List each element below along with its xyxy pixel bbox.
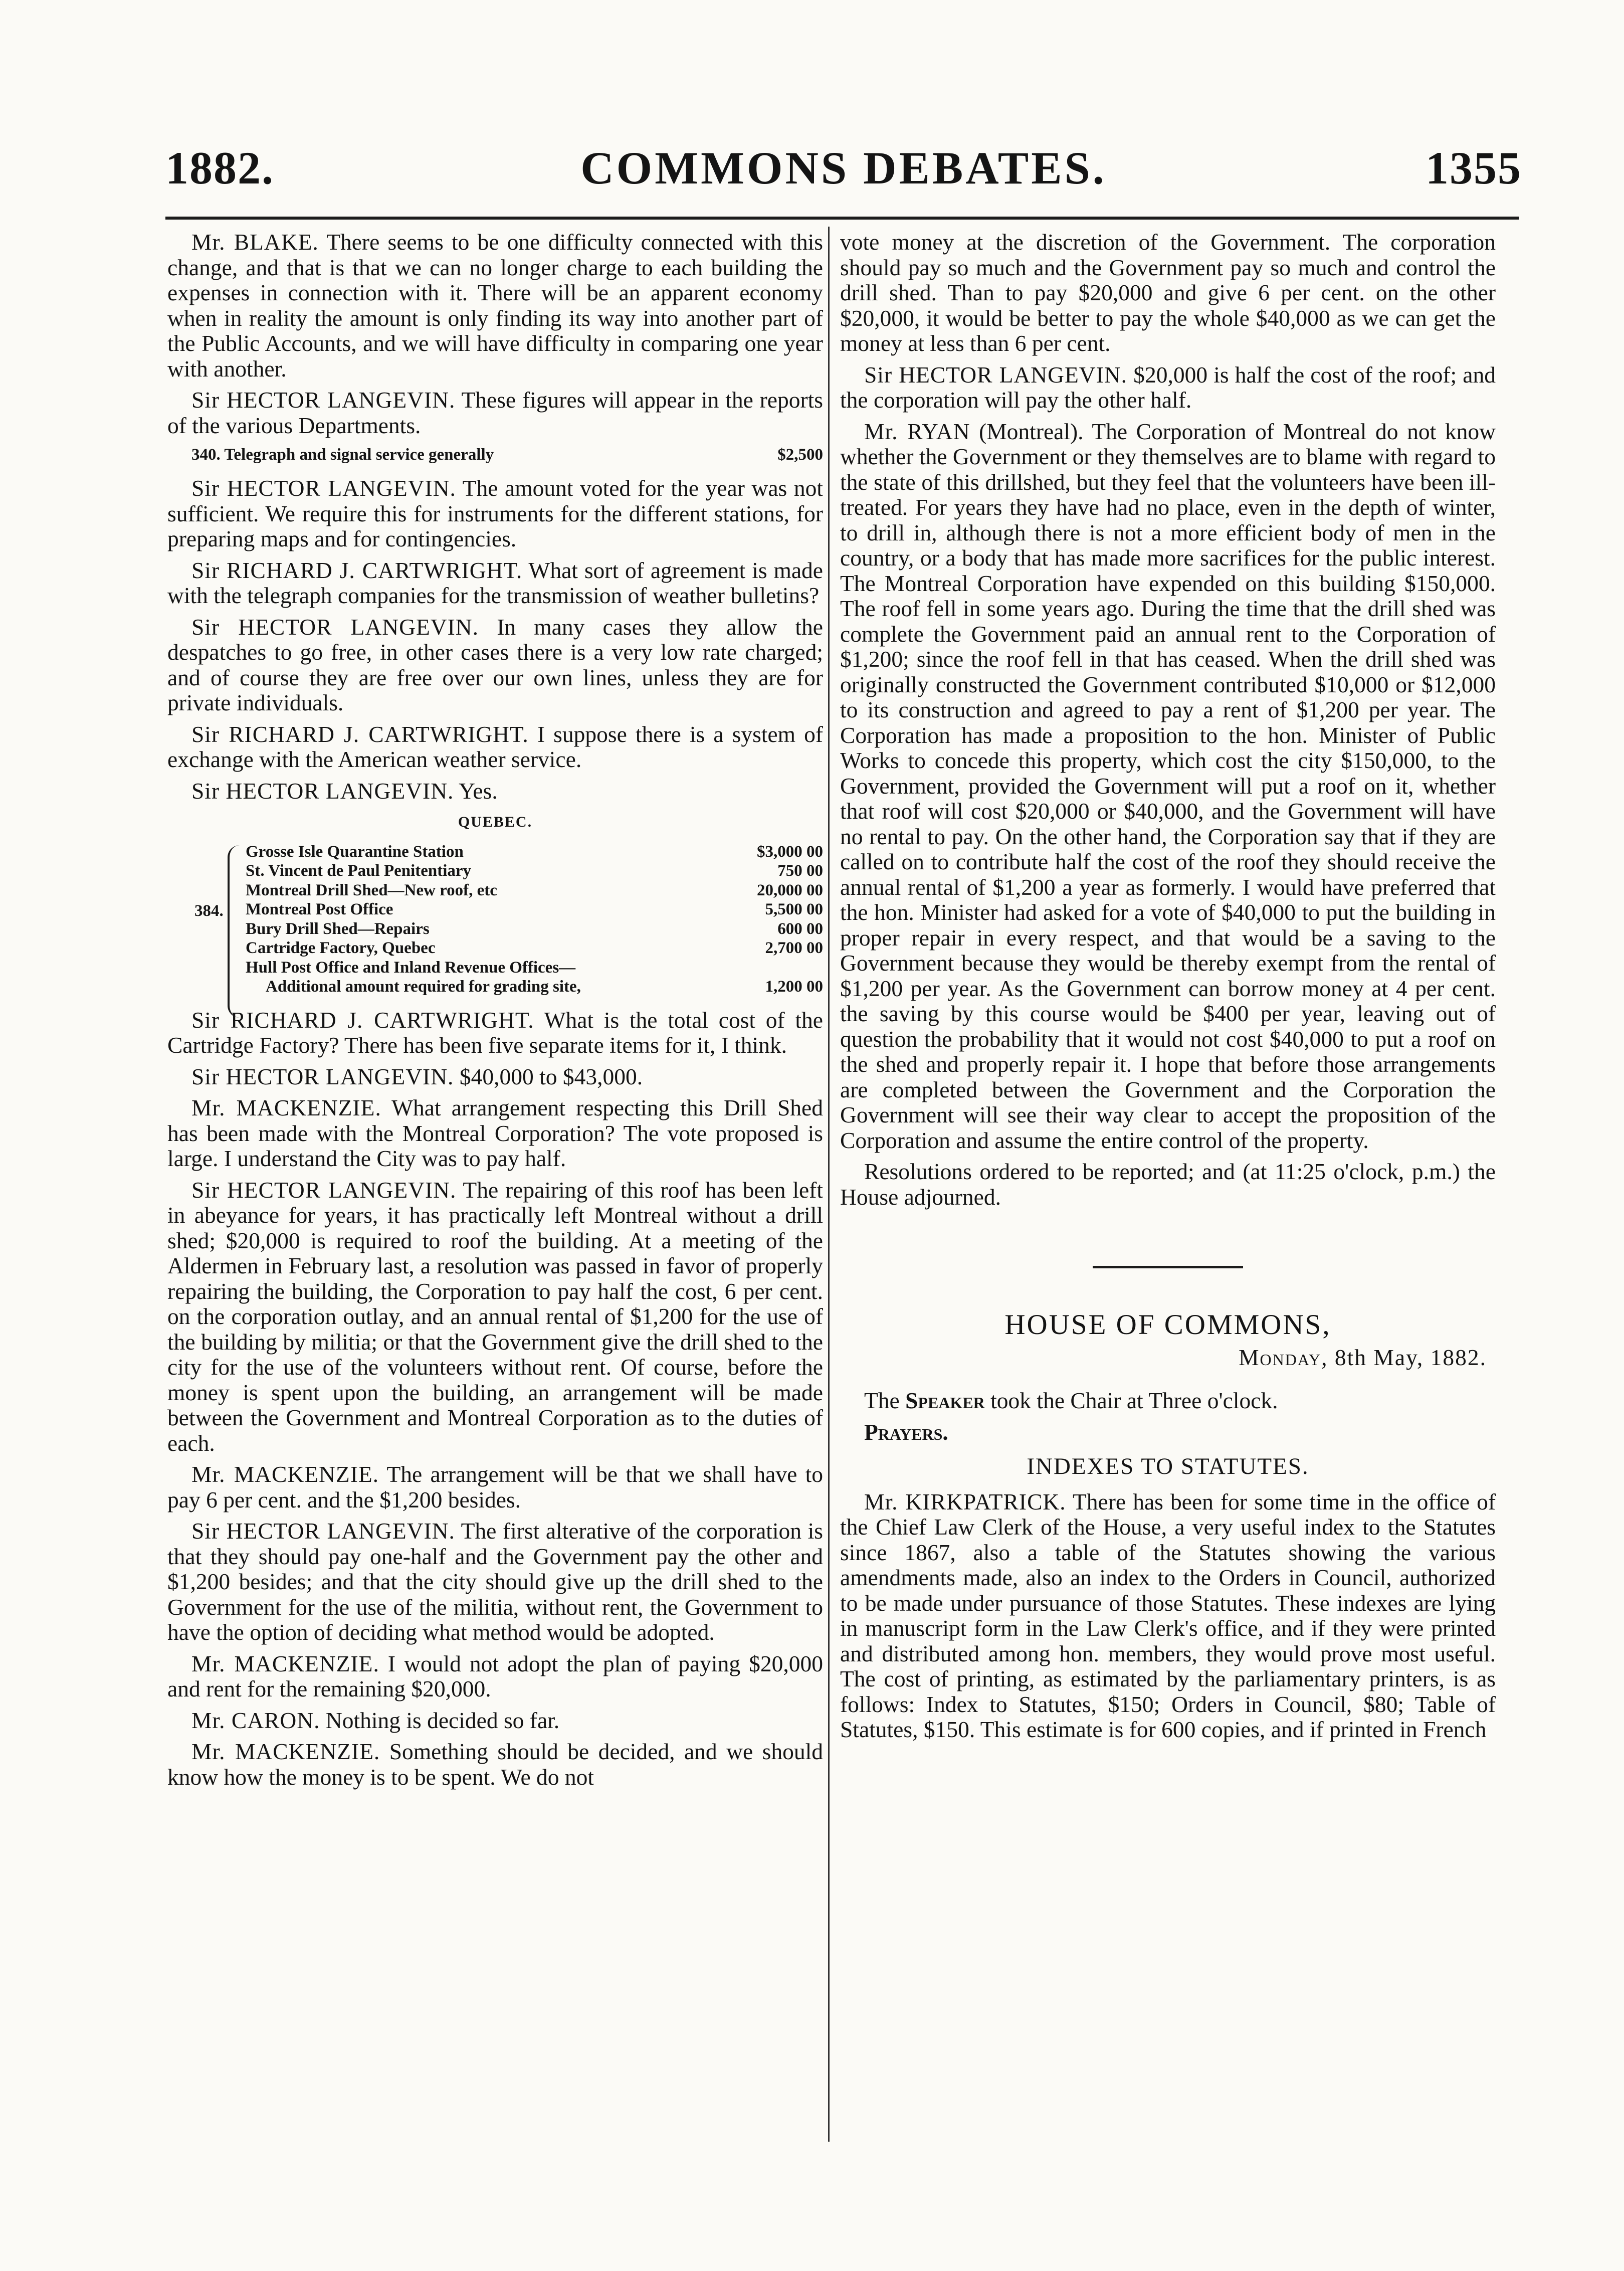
- budget-item-amount: $2,500: [777, 446, 823, 464]
- speech-text: The repairing of this roof has been left in abeyance for years, it has practically left Montreal without a drill shed; $20,000 is required to roof the building. At a meeting of the Aldermen in February last, a resolution was passed in favor of properly repairing the building, the Corporation to pay half the cost, 6 per cent. on the corporation outlay, and an annual rental of $1,200 for the use of the building by militia; or that the Government give the drill shed to the city for the use of the volunteers without rent. Of course, before the money is spent upon the building, an arrangement will be made between the Government and Montreal Corporation as to the duties of each.: [167, 1177, 823, 1456]
- item-desc: Additional amount required for grading site,: [266, 978, 581, 996]
- table-row: [246, 842, 823, 862]
- speaker-name: Mr. MACKENZIE.: [191, 1739, 380, 1764]
- header-page-number: 1355: [1426, 142, 1522, 194]
- item-amount: 600 00: [777, 919, 823, 938]
- left-column: [167, 230, 823, 1796]
- speaker-name: Sir HECTOR LANGEVIN.: [191, 475, 456, 501]
- item-amount: 5,500 00: [765, 900, 823, 918]
- speech-text: vote money at the discretion of the Government. The corporation should pay so much and the Government pay so much and control the drill shed. Than to pay $20,000 and give 6 per cent. on the other $20,000, it would be better to pay the whole $40,000 as we can get the money at less than 6 per cent.: [840, 229, 1496, 356]
- date-day: Monday,: [1239, 1344, 1328, 1370]
- right-column: [840, 230, 1496, 1749]
- speech-text: The arrangement will be that we shall have to pay 6 per cent. and the $1,200 besides.: [167, 1461, 823, 1512]
- speaker-name: Sir HECTOR LANGEVIN.: [191, 614, 479, 640]
- budget-item-desc: 340. Telegraph and signal service generally: [191, 446, 494, 464]
- item-desc: Montreal Post Office: [246, 900, 393, 918]
- paragraph: [167, 779, 823, 804]
- speaker-name: Sir RICHARD J. CARTWRIGHT.: [191, 557, 523, 583]
- session-date: [840, 1345, 1496, 1371]
- table-row: [246, 977, 823, 997]
- item-amount: 750 00: [777, 862, 823, 880]
- paragraph: [167, 1178, 823, 1456]
- item-amount: $3,000 00: [757, 842, 823, 861]
- table-row: [246, 861, 823, 881]
- budget-item-340: [167, 445, 823, 465]
- text: took the Chair at Three o'clock.: [990, 1388, 1278, 1413]
- item-desc: St. Vincent de Paul Penitentiary: [246, 862, 472, 880]
- section-divider: [1093, 1266, 1243, 1268]
- speaker-name: Mr. BLAKE.: [191, 229, 319, 255]
- paragraph: [167, 722, 823, 773]
- paragraph: [167, 230, 823, 382]
- table-row: [246, 881, 823, 900]
- speaker-name: Sir RICHARD J. CARTWRIGHT.: [191, 1007, 534, 1033]
- item-amount: 20,000 00: [757, 881, 823, 899]
- paragraph: [167, 615, 823, 716]
- speech-text: Nothing is decided so far.: [325, 1707, 560, 1733]
- paragraph: [840, 1159, 1496, 1210]
- quebec-heading: QUEBEC.: [458, 814, 533, 830]
- quebec-items-table: [167, 842, 823, 997]
- item-desc: Grosse Isle Quarantine Station: [246, 842, 464, 861]
- paragraph: [840, 419, 1496, 1154]
- text: The: [864, 1388, 900, 1413]
- speech-text: I suppose there is a system of exchange with the American weather service.: [167, 721, 823, 772]
- table-row: [246, 900, 823, 919]
- speech-text: These figures will appear in the reports of the various Departments.: [167, 387, 823, 438]
- paragraph: [167, 1708, 823, 1734]
- speech-text: What sort of agreement is made with the telegraph companies for the transmission of weather bulletins?: [167, 557, 824, 608]
- paragraph: [167, 1095, 823, 1172]
- header-title: COMMONS DEBATES.: [580, 142, 1107, 194]
- page-header: [165, 141, 1522, 217]
- section-title: HOUSE OF COMMONS,: [1004, 1309, 1331, 1341]
- speech-text: The amount voted for the year was not sufficient. We require this for instruments for the different stations, for preparing maps and for contingencies.: [167, 475, 823, 551]
- paragraph: [167, 388, 823, 438]
- item-amount: 2,700 00: [765, 939, 823, 957]
- item-number: 384.: [194, 901, 224, 920]
- speech-text: There has been for some time in the office of the Chief Law Clerk of the House, a very useful index to the Statutes since 1867, also a table of the Statutes showing the various amendments made, also an index to the Orders in Council, authorized to be made under pursuance of those Statutes. These indexes are lying in manuscript form in the Law Clerk's office, and if they were printed and distributed among hon. members, they would prove most useful. The cost of printing, as estimated by the parliamentary printers, is as follows: Index to Statutes, $150; Orders in Council, $80; Table of Statutes, $150. This estimate is for 600 copies, and if printed in French: [840, 1488, 1496, 1742]
- paragraph: [840, 1489, 1496, 1743]
- speech-text: What arrangement respecting this Drill Shed has been made with the Montreal Corporation? The vote proposed is large. I understand the City was to pay half.: [167, 1095, 823, 1171]
- speech-text: There seems to be one difficulty connected with this change, and that is that we can no longer charge to each building the expenses in connection with it. There will be an apparent economy when in reality the amount is only finding its way into another part of the Public Accounts, and we will have difficulty in comparing one year with another.: [167, 229, 824, 382]
- paragraph: [167, 1064, 823, 1090]
- speaker-word: Speaker: [905, 1388, 985, 1413]
- speech-text: In many cases they allow the despatches to go free, in other cases there is a very low rate charged; and of course they are free over our own lines, unless they are for private individuals.: [167, 614, 824, 715]
- speaker-name: Mr. CARON.: [191, 1707, 320, 1733]
- speaker-name: Sir HECTOR LANGEVIN.: [191, 778, 454, 804]
- speech-text: Resolutions ordered to be reported; and (at 11:25 o'clock, p.m.) the House adjourned.: [840, 1159, 1496, 1210]
- date-rest: 8th May, 1882.: [1334, 1344, 1487, 1370]
- speaker-constituency: (Montreal).: [979, 418, 1084, 444]
- speech-text: I would not adopt the plan of paying $20,000 and rent for the remaining $20,000.: [167, 1650, 824, 1701]
- column-divider: [828, 227, 830, 2142]
- section-heading: INDEXES TO STATUTES.: [1027, 1453, 1309, 1479]
- speaker-name: Mr. MACKENZIE.: [191, 1095, 381, 1120]
- speaker-name: Sir HECTOR LANGEVIN.: [191, 1518, 455, 1544]
- paragraph: [840, 362, 1496, 413]
- speech-text: $20,000 is half the cost of the roof; and the corporation will pay the other half.: [840, 361, 1496, 413]
- brace: [228, 845, 241, 1018]
- speaker-name: Mr. KIRKPATRICK.: [864, 1488, 1066, 1515]
- speaker-name: Sir HECTOR LANGEVIN.: [191, 387, 456, 413]
- paragraph: [840, 230, 1496, 356]
- speech-text: The first alterative of the corporation is that they should pay one-half and the Government pay the other and $1,200 besides; and that the city should give up the drill shed to the Government for the use of the militia, without rent, the Government to have the option of deciding what method would be adopted.: [167, 1518, 823, 1645]
- speech-text: Something should be decided, and we should know how the money is to be spent. We do not: [167, 1739, 824, 1790]
- speech-text: Yes.: [459, 778, 498, 804]
- speech-text: What is the total cost of the Cartridge Factory? There has been five separate items for it, I think.: [167, 1007, 823, 1058]
- speaker-name: Mr. MACKENZIE.: [191, 1461, 379, 1487]
- paragraph: [167, 558, 823, 609]
- paragraph: [167, 1739, 823, 1790]
- speaker-name: Sir HECTOR LANGEVIN.: [864, 361, 1128, 388]
- speaker-name: Sir HECTOR LANGEVIN.: [191, 1177, 457, 1203]
- table-row: [246, 958, 823, 978]
- item-desc: Montreal Drill Shed—New roof, etc: [246, 881, 497, 899]
- paragraph: [167, 476, 823, 552]
- header-year: 1882.: [165, 142, 274, 194]
- paragraph: [167, 1462, 823, 1512]
- speaker-name: Mr. MACKENZIE.: [191, 1650, 379, 1676]
- paragraph: [840, 1420, 1496, 1445]
- item-desc: Bury Drill Shed—Repairs: [246, 919, 430, 938]
- prayers-label: Prayers.: [864, 1419, 948, 1445]
- speaker-name: Sir RICHARD J. CARTWRIGHT.: [191, 721, 529, 747]
- table-row: [246, 919, 823, 939]
- paragraph: [167, 1651, 823, 1702]
- paragraph: [167, 1008, 823, 1058]
- paragraph: [167, 1519, 823, 1645]
- speech-text: The Corporation of Montreal do not know whether the Government or they themselves are to blame with regard to the state of this drillshed, but they feel that the volunteers have been ill-treated. For years they have had no place, even in the depth of winter, to drill in, although there is not a more efficient body of men in the country, or a body that has made more sacrifices for the public interest. The Montreal Corporation have expended on this building $150,000. The roof fell in some years ago. During the time that the drill shed was complete the Government paid an annual rent to the Corporation of $1,200; since the roof fell in that has ceased. When the drill shed was originally constructed the Government contributed $10,000 or $12,000 to its construction and agreed to pay a rent of $1,200 per year. The Corporation has made a proposition to the hon. Minister of Public Works to concede this property, which cost the city $150,000, to the Government, provided the Government will put a roof on it, whether that roof will cost $20,000 or $40,000, and the Government will have no rental to pay. On the other hand, the Corporation say that if they are called on to contribute half the cost of the roof they should receive the annual rental of $1,200 a year as formerly. I would have preferred that the hon. Minister had asked for a vote of $40,000 to put the building in proper repair in every respect, and that would be a saving to the Government because they would be thereby exempt from the rental of $1,200 per year. As the Government can borrow money at 4 per cent. the saving by this course would be $400 per year, leaving out of question the probability that it would not cost $40,000 to put a roof on the shed and properly repair it. I hope that before those arrangements are completed between the Government and the Corporation the Government will see their way clear to accept the proposition of the Corporation and assume the entire control of the property.: [840, 418, 1496, 1153]
- item-desc: Hull Post Office and Inland Revenue Offices—: [246, 958, 576, 977]
- paragraph: [840, 1388, 1496, 1414]
- speaker-name: Mr. RYAN: [864, 418, 970, 444]
- speaker-name: Sir HECTOR LANGEVIN.: [191, 1063, 454, 1089]
- item-desc: Cartridge Factory, Quebec: [246, 939, 436, 957]
- item-amount: 1,200 00: [765, 978, 823, 996]
- table-row: [246, 938, 823, 958]
- header-rule: [165, 217, 1519, 220]
- speech-text: $40,000 to $43,000.: [459, 1063, 643, 1089]
